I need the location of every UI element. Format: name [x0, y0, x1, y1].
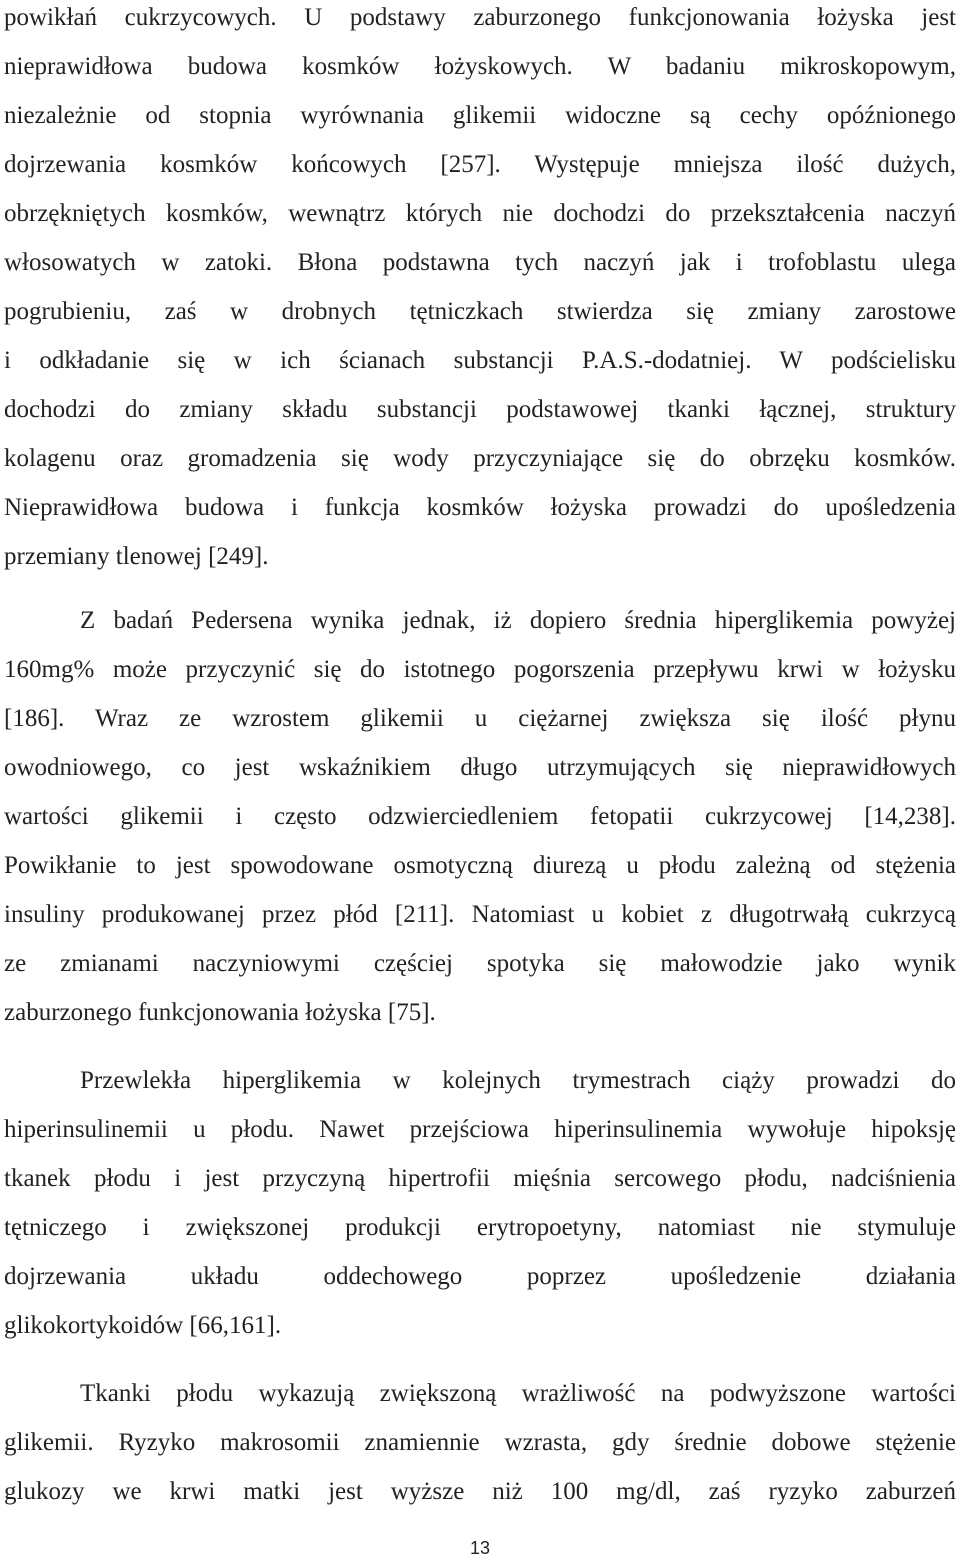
text-line: dojrzewania układu oddechowego poprzez upośledzenie działania — [4, 1263, 956, 1290]
text-line: hiperinsulinemii u płodu. Nawet przejściowa hiperinsulinemia wywołuje hipoksję — [4, 1116, 956, 1143]
text-line: glukozy we krwi matki jest wyższe niż 100 mg/dl, zaś ryzyko zaburzeń — [4, 1478, 956, 1505]
text-line: dochodzi do zmiany składu substancji podstawowej tkanki łącznej, struktury — [4, 396, 956, 423]
text-line: 160mg% może przyczynić się do istotnego pogorszenia przepływu krwi w łożysku — [4, 656, 956, 683]
text-line: powikłań cukrzycowych. U podstawy zaburzonego funkcjonowania łożyska jest — [4, 4, 956, 31]
text-line: kolagenu oraz gromadzenia się wody przyczyniające się do obrzęku kosmków. — [4, 445, 956, 472]
text-line: Z badań Pedersena wynika jednak, iż dopiero średnia hiperglikemia powyżej — [80, 607, 956, 634]
text-line: tkanek płodu i jest przyczyną hipertrofii mięśnia sercowego płodu, nadciśnienia — [4, 1165, 956, 1192]
text-line: włosowatych w zatoki. Błona podstawna tych naczyń jak i trofoblastu ulega — [4, 249, 956, 276]
text-line: owodniowego, co jest wskaźnikiem długo utrzymujących się nieprawidłowych — [4, 754, 956, 781]
text-line: Przewlekła hiperglikemia w kolejnych trymestrach ciąży prowadzi do — [80, 1067, 956, 1094]
text-line: Nieprawidłowa budowa i funkcja kosmków łożyska prowadzi do upośledzenia — [4, 494, 956, 521]
text-line: nieprawidłowa budowa kosmków łożyskowych. W badaniu mikroskopowym, — [4, 53, 956, 80]
text-line: dojrzewania kosmków końcowych [257]. Występuje mniejsza ilość dużych, — [4, 151, 956, 178]
text-line: niezależnie od stopnia wyrównania glikemii widoczne są cechy opóźnionego — [4, 102, 956, 129]
page-number: 13 — [469, 1538, 491, 1558]
text-line: tętniczego i zwiększonej produkcji erytropoetyny, natomiast nie stymuluje — [4, 1214, 956, 1241]
text-line: ze zmianami naczyniowymi częściej spotyka się małowodzie jako wynik — [4, 950, 956, 977]
text-line: insuliny produkowanej przez płód [211]. Natomiast u kobiet z długotrwałą cukrzycą — [4, 901, 956, 928]
text-line: pogrubieniu, zaś w drobnych tętniczkach stwierdza się zmiany zarostowe — [4, 298, 956, 325]
text-line: glikokortykoidów [66,161]. — [4, 1312, 282, 1339]
text-line: obrzękniętych kosmków, wewnątrz których nie dochodzi do przekształcenia naczyń — [4, 200, 956, 227]
text-line: Tkanki płodu wykazują zwiększoną wrażliwość na podwyższone wartości — [80, 1380, 956, 1407]
text-line: przemiany tlenowej [249]. — [4, 543, 269, 570]
text-line: zaburzonego funkcjonowania łożyska [75]. — [4, 999, 436, 1026]
text-line: [186]. Wraz ze wzrostem glikemii u ciężarnej zwiększa się ilość płynu — [4, 705, 956, 732]
text-line: glikemii. Ryzyko makrosomii znamiennie wzrasta, gdy średnie dobowe stężenie — [4, 1429, 956, 1456]
text-line: Powikłanie to jest spowodowane osmotyczną diurezą u płodu zależną od stężenia — [4, 852, 956, 879]
text-line: wartości glikemii i często odzwierciedleniem fetopatii cukrzycowej [14,238]. — [4, 803, 956, 830]
text-line: i odkładanie się w ich ścianach substancji P.A.S.-dodatniej. W podścielisku — [4, 347, 956, 374]
